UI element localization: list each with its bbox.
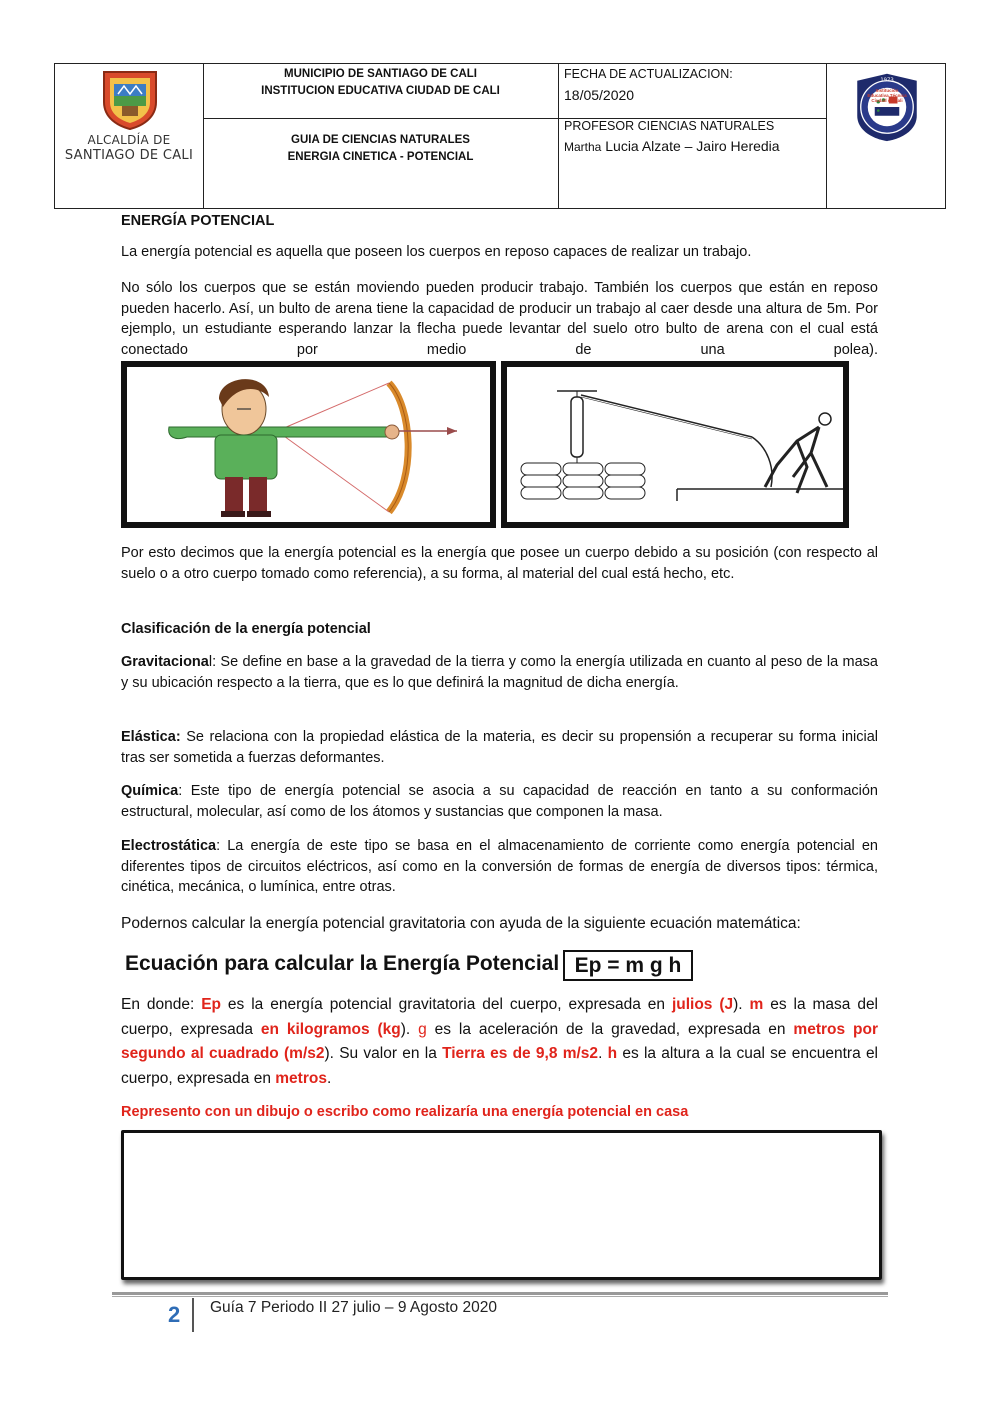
where-ms2: metros por segundo al cuadrado (m/s2 <box>121 1020 878 1062</box>
where-julios: julios (J <box>671 996 734 1013</box>
type-quimica <box>121 781 878 822</box>
crest-text: Institución Educativa Técnica Ciudad de Cali <box>867 88 907 103</box>
where-t9: es la altura a la cual se encuentra el cuerpo, expresada en <box>121 1045 879 1087</box>
where-t5: ). <box>400 1020 419 1038</box>
date-label: FECHA DE ACTUALIZACION: <box>564 67 733 81</box>
where-t10: . <box>326 1069 332 1087</box>
equation-box: Ep = m g h <box>563 950 693 981</box>
figure-archer-frame <box>121 361 496 528</box>
teacher-prefix: Martha <box>564 140 602 154</box>
desc-quimica: : Este tipo de energía potencial se asocia a su capacidad de reacción en tanto a su conformación estructural, molecular, así como de los átomos y sustancias que componen la masa. <box>121 783 878 820</box>
where-paragraph <box>121 993 878 1091</box>
drawing-prompt: Represento con un dibujo o escribo como realizaría una energía potencial en casa <box>121 1104 689 1120</box>
where-t4: es la masa del cuerpo, expresada <box>121 996 879 1038</box>
alcaldia-logo <box>55 64 203 208</box>
desc-gravitacional: : Se define en base a la gravedad de la tierra y como la energía utilizada en cuanto al peso de la masa y su ubicación respecto a la tierra, que es lo que definirá la magnitud de dicha energía. <box>121 654 878 691</box>
paragraph-work: No sólo los cuerpos que se están moviendo pueden producir trabajo. También los cuerpos que están en reposo pueden hacerlo. Así, un bulto de arena tiene la capacidad de producir un trabajo al caer desde una altura de 5m. Por ejemplo, un estudiante esperando lanzar la flecha puede levantar del suelo otro bulto de arena con el cual está conectado por medio de una polea). <box>121 280 878 358</box>
term-electrostatica: Electrostática <box>121 838 217 854</box>
teacher-names: Lucia Alzate – Jairo Heredia <box>601 138 780 154</box>
drawing-answer-box[interactable] <box>121 1130 882 1280</box>
guide-subject: GUIA DE CIENCIAS NATURALES <box>291 134 470 146</box>
type-elastica <box>121 727 878 768</box>
term-elastica: Elástica: <box>121 729 181 745</box>
type-electrostatica <box>121 836 878 898</box>
type-gravitacional <box>121 652 878 693</box>
where-t2: es la energía potencial gravitatoria del cuerpo, expresada en <box>221 996 672 1013</box>
header-teacher-cell <box>564 116 824 157</box>
term-gravitacional-tail: l <box>208 654 213 670</box>
cali-shield-icon <box>100 68 160 130</box>
where-t3: ). <box>733 996 750 1013</box>
footer-separator <box>192 1298 194 1332</box>
archer-illustration <box>127 367 490 522</box>
header-institution <box>203 66 558 100</box>
calc-intro: Podernos calcular la energía potencial gravitatoria con ayuda de la siguiente ecuación matemática: <box>121 915 801 932</box>
header-table <box>54 63 946 209</box>
where-t6: es la aceleración de la gravedad, expresada en <box>426 1020 794 1038</box>
school-crest-icon <box>847 72 927 142</box>
guide-topic: ENERGIA CINETICA - POTENCIAL <box>287 151 474 163</box>
where-ep: Ep <box>201 996 222 1013</box>
equation-title: Ecuación para calcular la Energía Potencial <box>125 952 560 975</box>
classification-title: Clasificación de la energía potencial <box>121 621 371 637</box>
footer-rule <box>112 1292 888 1295</box>
where-tierra: Tierra es de 9,8 m/s2 <box>442 1045 599 1062</box>
pulley-illustration <box>507 367 843 522</box>
date-value: 18/05/2020 <box>564 87 635 103</box>
where-g: g <box>418 1020 427 1038</box>
institucion-text: INSTITUCION EDUCATIVA CIUDAD DE CALI <box>261 85 500 97</box>
page-number: 2 <box>168 1302 181 1327</box>
alcaldia-line2: SANTIAGO DE CALI <box>64 148 194 163</box>
footer-text: Guía 7 Periodo II 27 julio – 9 Agosto 2020 <box>210 1299 497 1316</box>
alcaldia-line1: ALCALDÍA DE <box>87 133 171 147</box>
intro-paragraph: La energía potencial es aquella que poseen los cuerpos en reposo capaces de realizar un trabajo. <box>121 244 752 260</box>
where-kg: en kilogramos (kg <box>260 1020 401 1038</box>
where-t8: . <box>598 1045 608 1062</box>
where-metros: metros <box>275 1069 327 1087</box>
where-t7: ). Su valor en la <box>324 1045 443 1062</box>
term-quimica: Química <box>121 783 179 799</box>
desc-electrostatica: : La energía de este tipo se basa en el almacenamiento de corriente como energía potencial en diferentes tipos de circuitos eléctricos, así como en la conversión de formas de energía de diversos tipos: térmica, cinética, mecánica, o lumínica, entre otras. <box>121 838 878 895</box>
teacher-label: PROFESOR CIENCIAS NATURALES <box>564 119 775 133</box>
figure-pulley-frame <box>501 361 849 528</box>
municipio-text: MUNICIPIO DE SANTIAGO DE CALI <box>284 68 477 80</box>
where-t1: En donde: <box>121 996 202 1013</box>
desc-elastica: Se relaciona con la propiedad elástica de la materia, es decir su propensión a recuperar su forma inicial tras ser sometida a fuerzas deformantes. <box>121 729 878 766</box>
section-title: ENERGÍA POTENCIAL <box>121 213 275 229</box>
term-gravitacional: Gravitaciona <box>121 654 209 670</box>
where-m: m <box>749 996 764 1013</box>
crest-year: 1973 <box>880 77 894 84</box>
footer-rule-thin <box>112 1296 888 1297</box>
where-h: h <box>607 1045 618 1062</box>
paragraph-definition: Por esto decimos que la energía potencial es la energía que posee un cuerpo debido a su posición (con respecto al suelo o a otro cuerpo tomado como referencia), a su forma, al material del cual está hecho, etc. <box>121 545 878 582</box>
header-guide-title <box>203 132 558 166</box>
header-date-cell <box>564 64 824 105</box>
